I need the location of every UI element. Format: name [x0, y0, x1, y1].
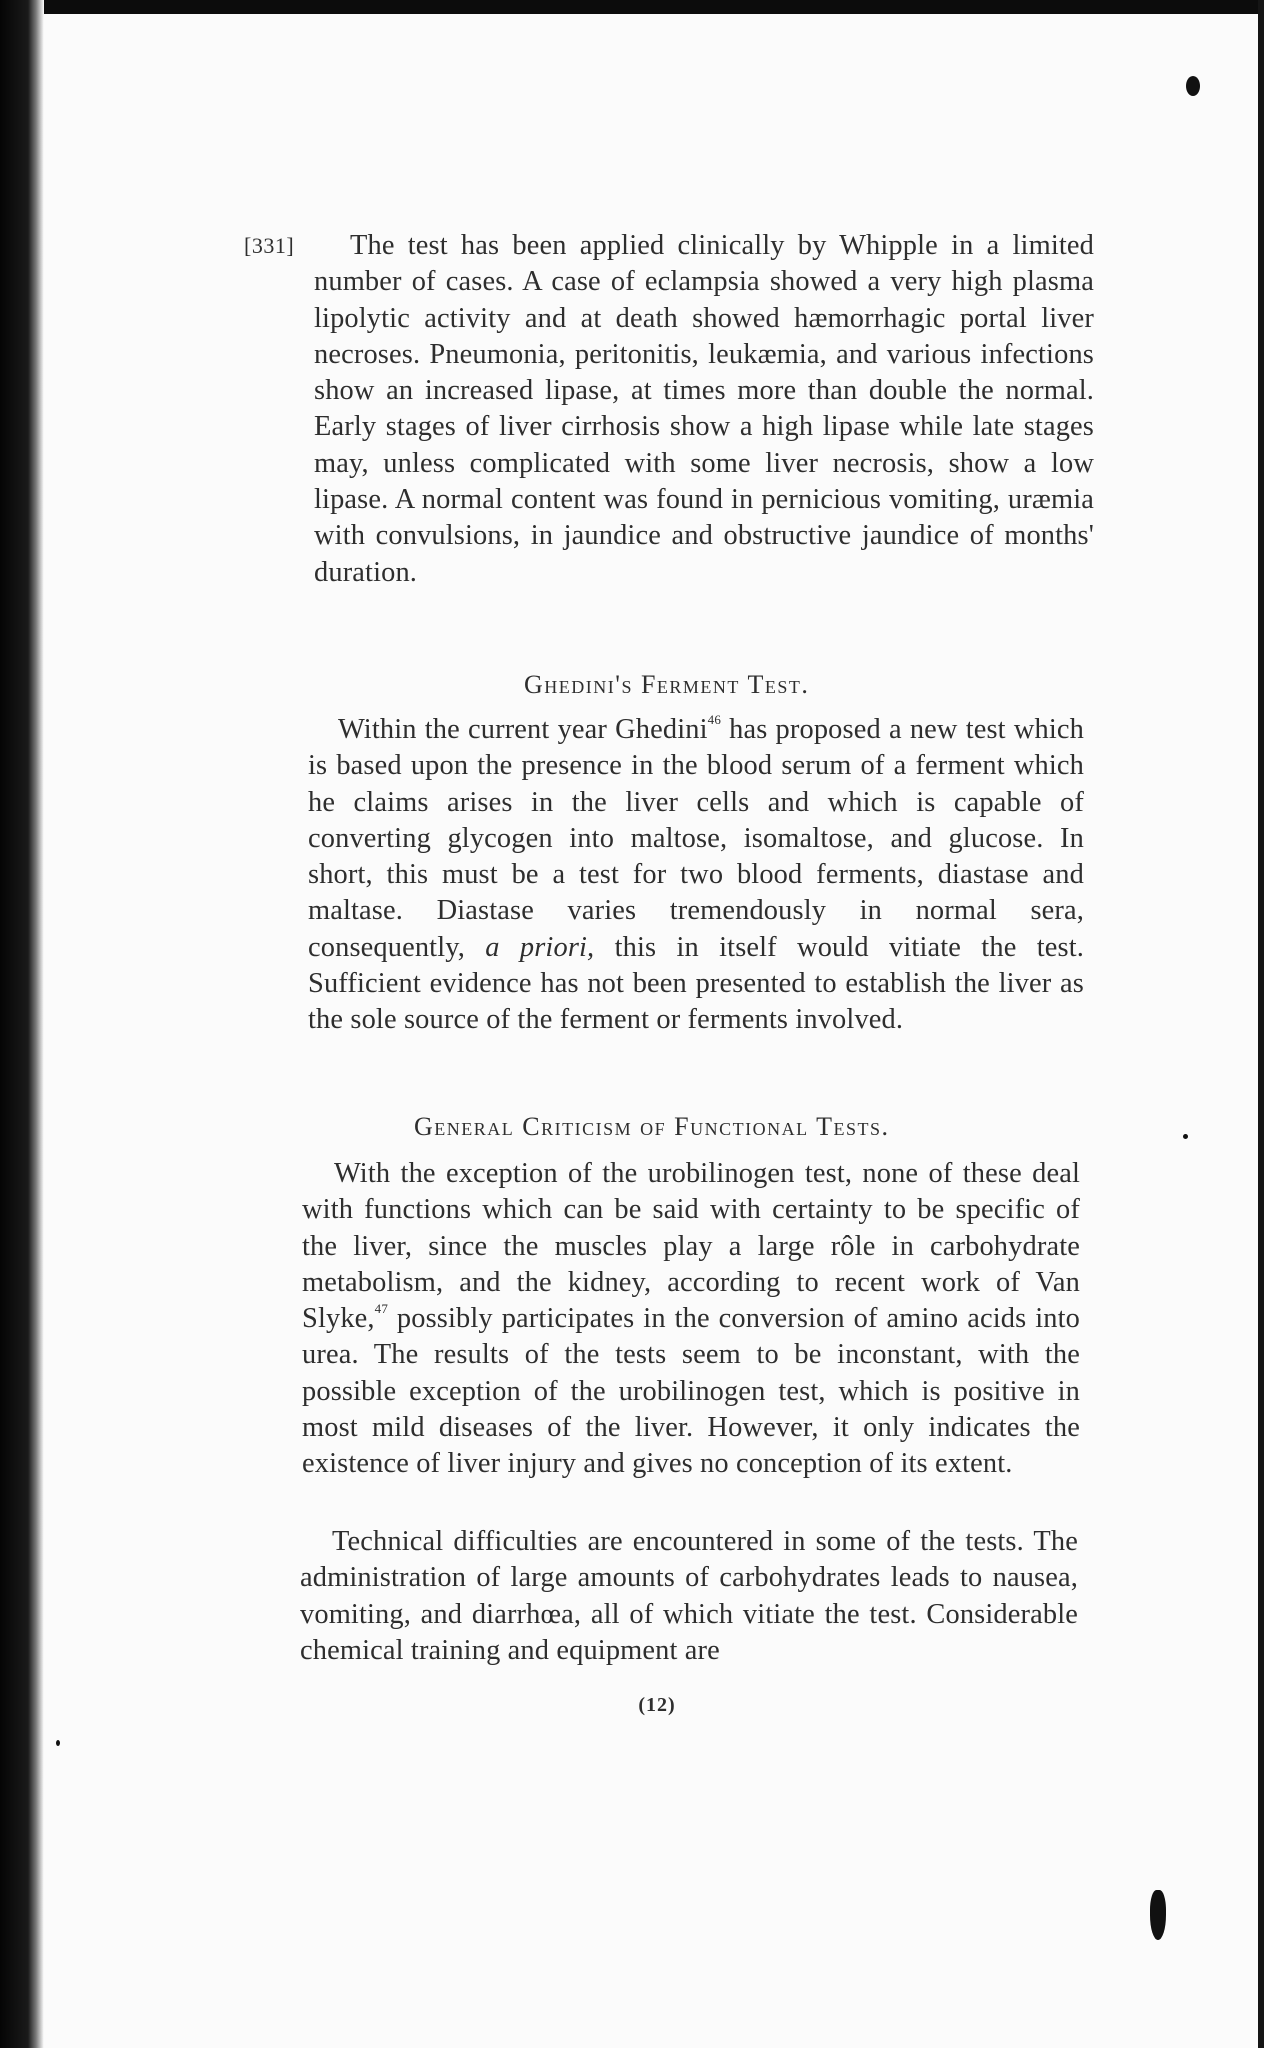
section-heading-general-criticism: General Criticism of Functional Tests. — [414, 1112, 890, 1141]
paragraph-text: The test has been applied clinically by Whipple in a limited number of cases. A case of eclampsia showed a very high plasma lipolytic activity and at death showed hæmorrhagic portal liver necroses. Pneumonia, peritonitis, leukæmia, and various infections show an increased lipase, at times more than double the normal. Early stages of liver cirrhosis show a high lipase while late stages may, unless complicated with some liver necrosis, show a low lipase. A normal content was found in pernicious vomiting, uræmia with convulsions, in jaundice and obstructive jaundice of months' duration. — [314, 230, 1094, 588]
paragraph-text-part-3: this in itself would vitiate the test. Sufficient evidence has not been presented to establish the liver as the sole source of the ferment or ferments involved. — [308, 931, 1084, 1036]
scan-speck-mid-right — [1183, 1134, 1188, 1139]
paragraph-ghedini-test — [308, 712, 1084, 1039]
paragraph-text: Technical difficulties are encountered in some of the tests. The administration of large amounts of carbohydrates leads to nausea, vomiting, and diarrhœa, all of which vitiate the test. Considerable chemical training and equipment are — [300, 1526, 1078, 1666]
reference-mark: 46 — [707, 712, 721, 727]
page-marker: [331] — [244, 233, 295, 258]
paragraph-technical-difficulties — [300, 1524, 1078, 1669]
scan-speck-left — [56, 1740, 60, 1746]
scan-border-top — [0, 0, 1264, 14]
scan-speck-top-right — [1186, 76, 1200, 96]
paragraph-general-criticism — [302, 1156, 1080, 1483]
paragraph-text-part-1: With the exception of the urobilinogen test, none of these deal with functions which can be said with certainty to be specific of the liver, since the muscles play a large rôle in carbohydrate metabolism, and the kidney, according to recent work of Van Slyke, — [302, 1158, 1080, 1335]
section-heading-ghedini: Ghedini's Ferment Test. — [524, 670, 810, 699]
scan-speck-bottom-right — [1150, 1890, 1166, 1940]
scan-border-right — [1258, 0, 1264, 2048]
page-number: (12) — [638, 1694, 676, 1716]
paragraph-lipase-clinical — [314, 228, 1094, 591]
paragraph-text-part-2: possibly participates in the conversion of amino acids into urea. The results of the tests seem to be inconstant, with the possible exception of the urobilinogen test, which is positive in most mild diseases of the liver. However, it only indicates the existence of liver injury and gives no conception of its extent. — [302, 1303, 1080, 1480]
reference-mark: 47 — [374, 1301, 388, 1317]
scan-border-left — [0, 0, 44, 2048]
paragraph-text-part-2: has proposed a new test which is based upon the presence in the blood serum of a ferment which he claims arises in the liver cells and which is capable of converting glycogen into maltose, isomaltose, and glucose. In short, this must be a test for two blood ferments, diastase and maltase. Diastase varies tremendously in normal sera, consequently, — [308, 714, 1084, 963]
paragraph-text-part-1: Within the current year Ghedini — [338, 714, 708, 745]
italic-phrase: a priori, — [485, 931, 595, 963]
